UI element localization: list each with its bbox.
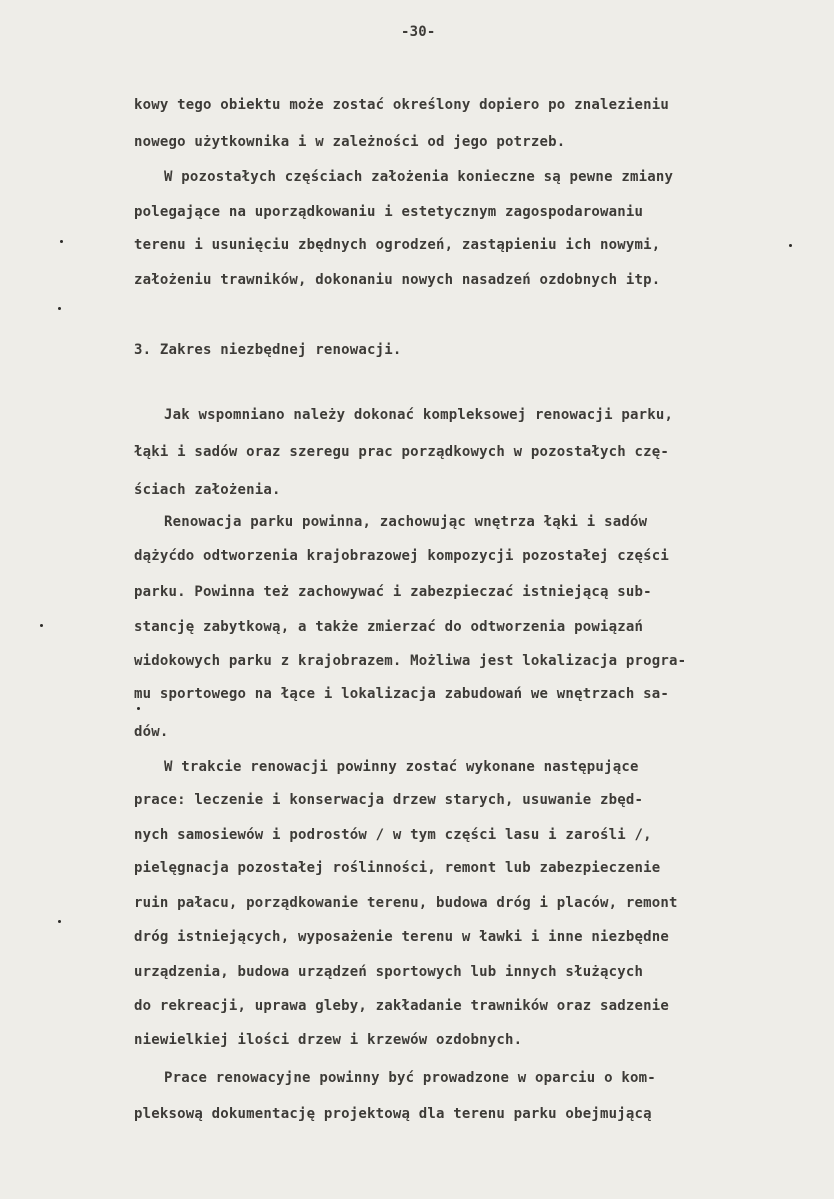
text-line: dów. (134, 724, 169, 740)
scan-speck (137, 707, 140, 710)
scan-speck (40, 624, 43, 627)
text-line: kowy tego obiektu może zostać określony dopiero po znalezieniu (134, 97, 669, 113)
text-line: Jak wspomniano należy dokonać kompleksowej renowacji parku, (164, 407, 674, 423)
text-line: W trakcie renowacji powinny zostać wykonane następujące (164, 759, 639, 775)
text-line: prace: leczenie i konserwacja drzew starych, usuwanie zbęd- (134, 792, 644, 808)
section-heading: 3. Zakres niezbędnej renowacji. (134, 342, 402, 358)
text-line: łąki i sadów oraz szeregu prac porządkowych w pozostałych czę- (134, 444, 669, 460)
text-line: założeniu trawników, dokonaniu nowych nasadzeń ozdobnych itp. (134, 272, 661, 288)
text-line: ściach założenia. (134, 482, 281, 498)
scan-speck (58, 307, 61, 310)
text-line: terenu i usunięciu zbędnych ogrodzeń, zastąpieniu ich nowymi, (134, 237, 661, 253)
text-line: nych samosiewów i podrostów / w tym części lasu i zarośli /, (134, 827, 652, 843)
scan-speck (789, 244, 792, 247)
text-line: do rekreacji, uprawa gleby, zakładanie trawników oraz sadzenie (134, 998, 669, 1014)
text-line: polegające na uporządkowaniu i estetycznym zagospodarowaniu (134, 204, 644, 220)
text-line: dążyćdo odtworzenia krajobrazowej kompozycji pozostałej części (134, 548, 669, 564)
page-number: -30- (401, 24, 436, 40)
text-line: parku. Powinna też zachowywać i zabezpieczać istniejącą sub- (134, 584, 652, 600)
text-line: niewielkiej ilości drzew i krzewów ozdobnych. (134, 1032, 523, 1048)
text-line: widokowych parku z krajobrazem. Możliwa jest lokalizacja progra- (134, 653, 687, 669)
text-line: nowego użytkownika i w zależności od jego potrzeb. (134, 134, 566, 150)
scan-speck (60, 240, 63, 243)
text-line: dróg istniejących, wyposażenie terenu w ławki i inne niezbędne (134, 929, 669, 945)
text-line: pielęgnacja pozostałej roślinności, remont lub zabezpieczenie (134, 860, 661, 876)
text-line: Renowacja parku powinna, zachowując wnętrza łąki i sadów (164, 514, 648, 530)
text-line: stancję zabytkową, a także zmierzać do odtworzenia powiązań (134, 619, 644, 635)
text-line: Prace renowacyjne powinny być prowadzone w oparciu o kom- (164, 1070, 656, 1086)
text-line: mu sportowego na łące i lokalizacja zabudowań we wnętrzach sa- (134, 686, 669, 702)
text-line: urządzenia, budowa urządzeń sportowych lub innych służących (134, 964, 644, 980)
text-line: ruin pałacu, porządkowanie terenu, budowa dróg i placów, remont (134, 895, 678, 911)
scan-speck (58, 920, 61, 923)
text-line: pleksową dokumentację projektową dla terenu parku obejmującą (134, 1106, 652, 1122)
text-line: W pozostałych częściach założenia konieczne są pewne zmiany (164, 169, 674, 185)
